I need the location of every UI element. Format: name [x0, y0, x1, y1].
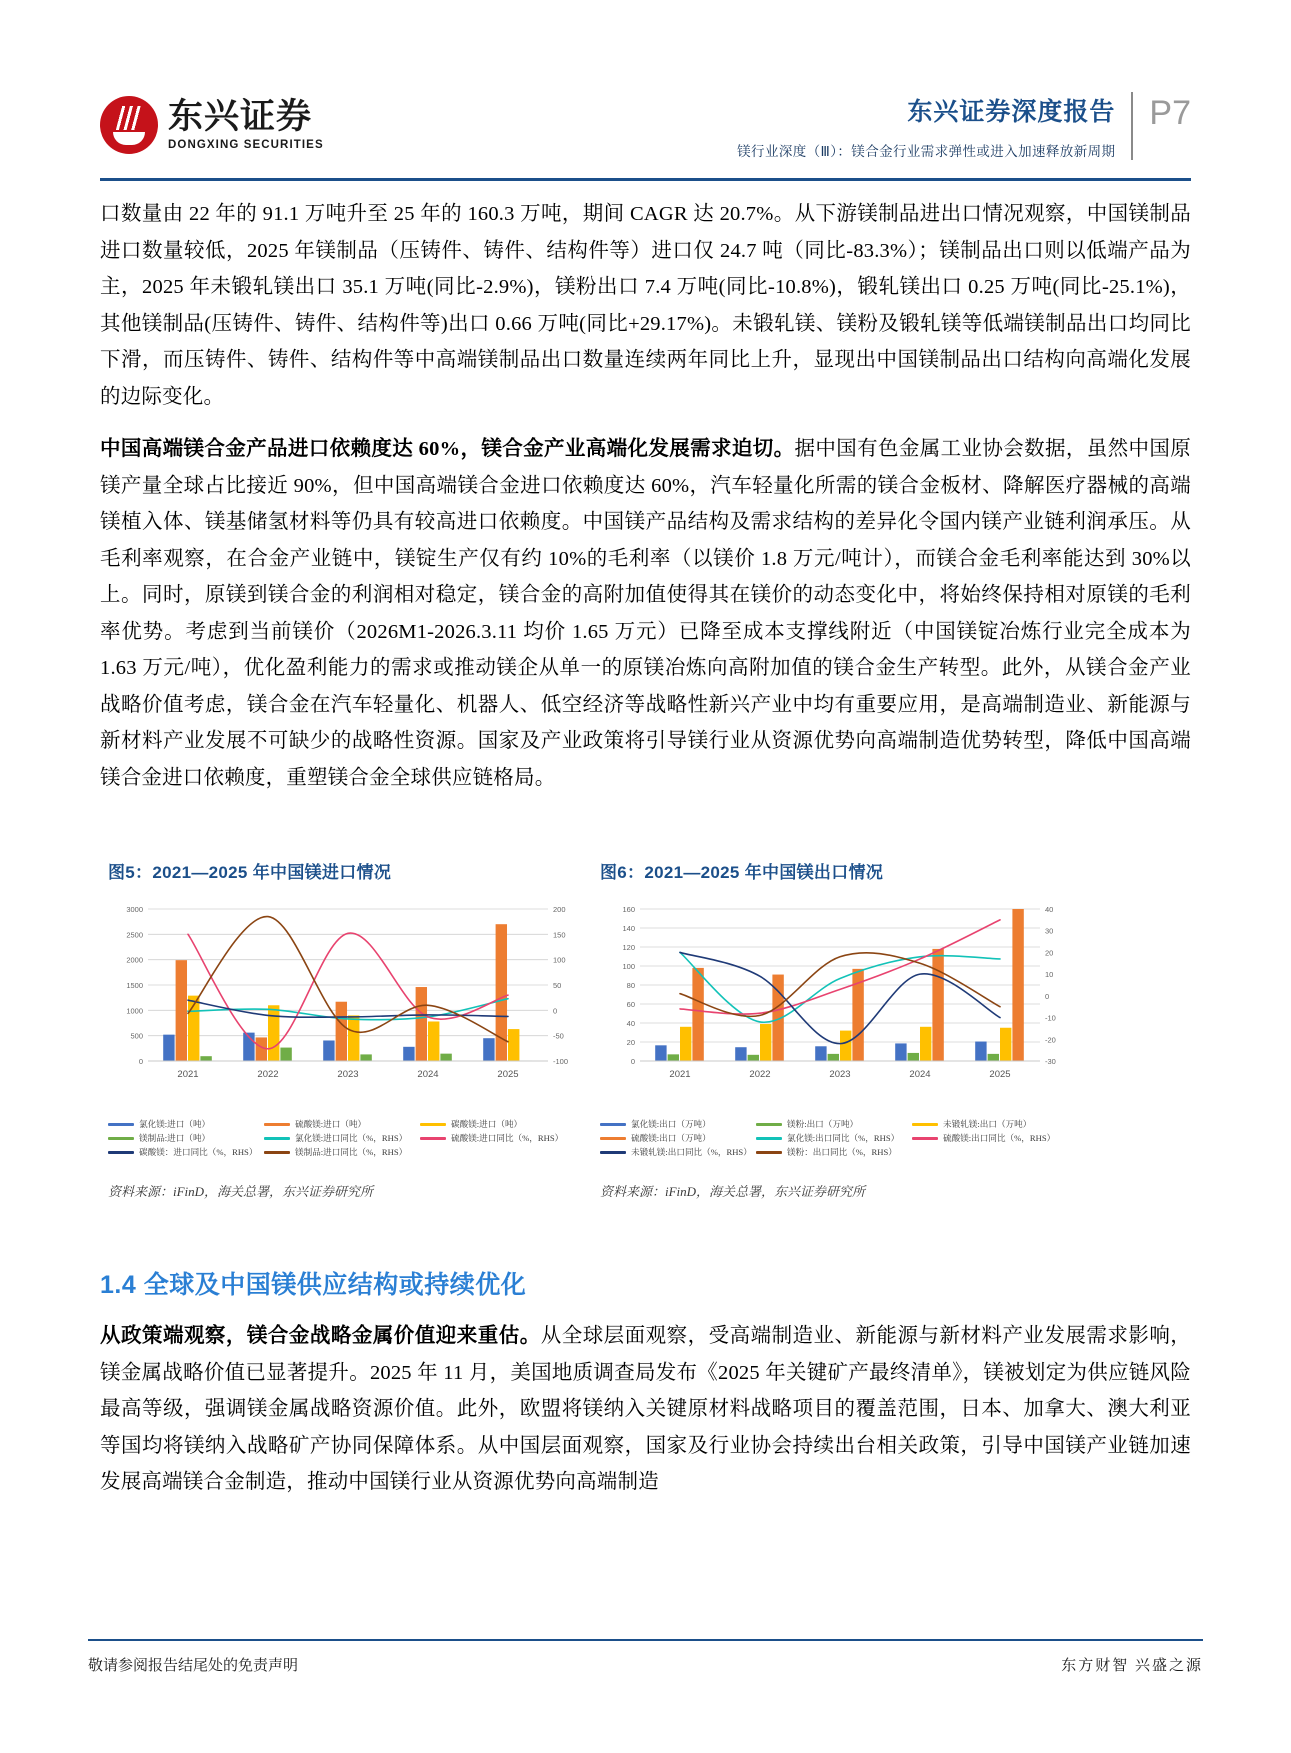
- paragraph-3-body: 从全球层面观察，受高端制造业、新能源与新材料产业发展需求影响，镁金属战略价值已显著提升。2025 年 11 月，美国地质调查局发布《2025 年关键矿产最终清单》，镁被划定为供应链风险最高等级，强调镁金属战略资源价值。此外，欧盟将镁纳入关键原材料战略项目的覆盖范围，日本、加拿大、澳大利亚等国均将镁纳入战略矿产协同保障体系。从中国层面观察，国家及行业协会持续出台相关政策，引导中国镁产业链加速发展高端镁合金制造，推动中国镁行业从资源优势向高端制造: [100, 1325, 1192, 1493]
- legend-item[interactable]: [912, 1131, 1068, 1145]
- svg-text:2021: 2021: [669, 1069, 691, 1080]
- legend-label: 硫酸镁:进口（吨）: [295, 1119, 367, 1129]
- logo-english-name: DONGXING SECURITIES: [168, 138, 324, 151]
- legend-row: [108, 1131, 578, 1145]
- svg-text:150: 150: [553, 930, 566, 940]
- legend-label: 硫酸镁:出口（万吨）: [631, 1133, 711, 1143]
- legend-item[interactable]: [756, 1117, 912, 1131]
- svg-text:2024: 2024: [417, 1069, 439, 1080]
- figure-6-title: 图6：2021—2025 年中国镁出口情况: [600, 863, 884, 882]
- svg-text:80: 80: [626, 981, 635, 990]
- legend-item[interactable]: [912, 1117, 1068, 1131]
- svg-text:2023: 2023: [337, 1069, 359, 1080]
- svg-text:2025: 2025: [497, 1069, 519, 1080]
- legend-item[interactable]: [600, 1117, 756, 1131]
- figure-5-legend: [108, 1117, 578, 1159]
- legend-row: [108, 1117, 578, 1131]
- figure-row: [100, 858, 1191, 1218]
- legend-label: 镁制品:进口同比（%，RHS）: [295, 1147, 408, 1157]
- svg-text:40: 40: [626, 1019, 635, 1028]
- dongxing-logo-icon: [100, 96, 158, 154]
- main-content: [100, 196, 1191, 812]
- svg-text:500: 500: [130, 1031, 143, 1041]
- footer-disclaimer: 敬请参阅报告结尾处的免责声明: [88, 1658, 299, 1674]
- legend-label: 镁粉:出口（万吨）: [787, 1119, 859, 1129]
- page-footer: [88, 1654, 1203, 1675]
- legend-item[interactable]: [108, 1131, 264, 1145]
- svg-text:-30: -30: [1045, 1057, 1056, 1066]
- legend-swatch-icon: [756, 1123, 782, 1126]
- page-header: [0, 0, 1291, 175]
- figure-5-title: 图5：2021—2025 年中国镁进口情况: [108, 863, 392, 882]
- section-heading-1-4: 1.4 全球及中国镁供应结构或持续优化: [100, 1271, 527, 1299]
- svg-text:0: 0: [138, 1057, 143, 1066]
- legend-label: 硫酸镁:出口同比（%，RHS）: [943, 1133, 1056, 1143]
- paragraph-2-body: 据中国有色金属工业协会数据，虽然中国原镁产量全球占比接近 90%，但中国高端镁合金进口依赖度达 60%，汽车轻量化所需的镁合金板材、降解医疗器械的高端镁植入体、镁基储氢材料等仍具有较高进口依赖度。中国镁产品结构及需求结构的差异化令国内镁产业链利润承压。从毛利率观察，在合金产业链中，镁锭生产仅有约 10%的毛利率（以镁价 1.8 万元/吨计），而镁合金毛利率能达到 30%以上。同时，原镁到镁合金的利润相对稳定，镁合金的高附加值使得其在镁价的动态变化中，将始终保持相对原镁的毛利率优势。考虑到当前镁价（2026M1-2026.3.11 均价 1.65 万元）已降至成本支撑线附近（中国镁锭冶炼行业完全成本为 1.63 万元/吨），优化盈利能力的需求或推动镁企从单一的原镁冶炼向高附加值的镁合金生产转型。此外，从镁合金产业战略价值考虑，镁合金在汽车轻量化、机器人、低空经济等战略性新兴产业中均有重要应用，是高端制造业、新能源与新材料产业发展不可缺少的战略性资源。国家及产业政策将引导镁行业从资源优势向高端制造优势转型，降低中国高端镁合金进口依赖度，重塑镁合金全球供应链格局。: [100, 438, 1191, 789]
- paragraph-3: [100, 1318, 1191, 1501]
- figure-6-chart: [600, 901, 1080, 1111]
- svg-text:60: 60: [626, 1000, 635, 1009]
- logo-chinese-name: 东兴证券: [168, 97, 313, 137]
- legend-item[interactable]: [264, 1145, 420, 1159]
- legend-swatch-icon: [756, 1151, 782, 1154]
- legend-item[interactable]: [756, 1145, 912, 1159]
- legend-swatch-icon: [420, 1123, 446, 1126]
- report-title: 东兴证券深度报告: [907, 98, 1116, 126]
- legend-label: 氯化镁:出口同比（%，RHS）: [787, 1133, 900, 1143]
- legend-item[interactable]: [420, 1117, 576, 1131]
- svg-text:50: 50: [553, 981, 562, 990]
- paragraph-1: 口数量由 22 年的 91.1 万吨升至 25 年的 160.3 万吨，期间 CAGR 达 20.7%。从下游镁制品进出口情况观察，中国镁制品进口数量较低，2025 年镁制品（压铸件、铸件、结构件等）进口仅 24.7 吨（同比-83.3%）；镁制品出口则以低端产品为主，2025 年未锻轧镁出口 35.1 万吨(同比-2.9%)，镁粉出口 7.4 万吨(同比-10.8%)，锻轧镁出口 0.25 万吨(同比-25.1%)，其他镁制品(压铸件、铸件、结构件等)出口 0.66 万吨(同比+29.17%)。未锻轧镁、镁粉及锻轧镁等低端镁制品出口均同比下滑，而压铸件、铸件、结构件等中高端镁制品出口数量连续两年同比上升，显现出中国镁制品出口结构向高端化发展的边际变化。: [100, 203, 1191, 408]
- svg-text:-10: -10: [1045, 1013, 1056, 1023]
- svg-text:40: 40: [1045, 905, 1054, 914]
- legend-item[interactable]: [108, 1145, 264, 1159]
- legend-item[interactable]: [264, 1131, 420, 1145]
- svg-text:3000: 3000: [126, 905, 143, 914]
- figure-6-source: 资料来源：iFinD，海关总署，东兴证券研究所: [600, 1184, 866, 1199]
- svg-text:-20: -20: [1045, 1035, 1056, 1045]
- header-divider: [100, 178, 1191, 181]
- svg-text:2021: 2021: [177, 1069, 199, 1080]
- legend-swatch-icon: [108, 1123, 134, 1126]
- legend-swatch-icon: [600, 1137, 626, 1140]
- paragraph-2-lead: 中国高端镁合金产品进口依赖度达 60%，镁合金产业高端化发展需求迫切。: [100, 438, 795, 460]
- legend-label: 镁制品:进口（吨）: [139, 1133, 211, 1143]
- figure-5-chart: [108, 901, 588, 1111]
- legend-row: [600, 1117, 1070, 1131]
- legend-label: 未锻轧镁:出口同比（%，RHS）: [631, 1147, 752, 1157]
- svg-text:30: 30: [1045, 926, 1054, 936]
- svg-text:-50: -50: [553, 1031, 564, 1041]
- legend-label: 氯化镁:进口同比（%，RHS）: [295, 1133, 408, 1143]
- legend-item[interactable]: [756, 1131, 912, 1145]
- figure-5-source: 资料来源：iFinD，海关总署，东兴证券研究所: [108, 1184, 374, 1199]
- svg-text:2022: 2022: [749, 1069, 771, 1080]
- figure-6-legend: [600, 1117, 1070, 1159]
- legend-label: 氯化镁:出口（万吨）: [631, 1119, 711, 1129]
- legend-row: [108, 1145, 578, 1159]
- paragraph-3-lead: 从政策端观察，镁合金战略金属价值迎来重估。: [100, 1325, 541, 1347]
- paragraph-2: [100, 431, 1191, 796]
- legend-row: [600, 1131, 1070, 1145]
- legend-swatch-icon: [108, 1151, 134, 1154]
- legend-swatch-icon: [600, 1151, 626, 1154]
- svg-text:160: 160: [622, 905, 635, 914]
- figure-5: [108, 858, 608, 1200]
- legend-swatch-icon: [420, 1137, 446, 1140]
- svg-text:20: 20: [1045, 948, 1054, 958]
- svg-text:140: 140: [622, 924, 635, 933]
- legend-swatch-icon: [912, 1123, 938, 1126]
- legend-item[interactable]: [108, 1117, 264, 1131]
- figure-5-svg: [108, 901, 588, 1101]
- legend-label: 硫酸镁:进口同比（%，RHS）: [451, 1133, 564, 1143]
- svg-text:100: 100: [622, 962, 635, 971]
- svg-text:0: 0: [1045, 991, 1050, 1001]
- svg-text:120: 120: [622, 943, 635, 952]
- legend-item[interactable]: [420, 1131, 576, 1145]
- legend-swatch-icon: [600, 1123, 626, 1126]
- legend-swatch-icon: [756, 1137, 782, 1140]
- svg-text:0: 0: [630, 1057, 635, 1066]
- svg-text:200: 200: [553, 905, 566, 914]
- company-logo: [100, 96, 324, 154]
- section-content: [100, 1318, 1191, 1517]
- footer-divider: [88, 1639, 1203, 1641]
- svg-text:10: 10: [1045, 970, 1054, 980]
- header-title-block: [737, 92, 1133, 160]
- legend-row: [600, 1145, 1070, 1159]
- report-subtitle: 镁行业深度（Ⅲ）：镁合金行业需求弹性或进入加速释放新周期: [737, 144, 1116, 159]
- legend-swatch-icon: [912, 1137, 938, 1140]
- legend-swatch-icon: [264, 1123, 290, 1126]
- svg-text:2024: 2024: [909, 1069, 931, 1080]
- legend-label: 碳酸镁：进口同比（%，RHS）: [139, 1147, 258, 1157]
- legend-item[interactable]: [600, 1145, 756, 1159]
- legend-item[interactable]: [600, 1131, 756, 1145]
- legend-label: 镁粉：出口同比（%，RHS）: [787, 1147, 897, 1157]
- footer-slogan: 东方财智 兴盛之源: [1061, 1658, 1203, 1674]
- legend-swatch-icon: [108, 1137, 134, 1140]
- legend-label: 碳酸镁:进口（吨）: [451, 1119, 523, 1129]
- svg-text:1000: 1000: [126, 1006, 143, 1016]
- svg-text:2023: 2023: [829, 1069, 851, 1080]
- header-right: [737, 92, 1191, 160]
- svg-text:2500: 2500: [126, 930, 143, 940]
- svg-text:2025: 2025: [989, 1069, 1011, 1080]
- legend-swatch-icon: [264, 1137, 290, 1140]
- svg-text:-100: -100: [553, 1057, 569, 1066]
- svg-text:0: 0: [553, 1006, 558, 1016]
- svg-text:100: 100: [553, 955, 566, 965]
- svg-text:20: 20: [626, 1038, 635, 1047]
- page-number: P7: [1149, 94, 1191, 132]
- legend-swatch-icon: [264, 1151, 290, 1154]
- svg-text:1500: 1500: [126, 981, 143, 990]
- svg-text:2022: 2022: [257, 1069, 279, 1080]
- svg-text:2000: 2000: [126, 955, 143, 965]
- figure-6-svg: [600, 901, 1080, 1101]
- logo-text: [168, 99, 324, 151]
- legend-label: 氯化镁:进口（吨）: [139, 1119, 211, 1129]
- figure-6: [600, 858, 1100, 1200]
- legend-item[interactable]: [264, 1117, 420, 1131]
- legend-label: 未锻轧镁:出口（万吨）: [943, 1119, 1032, 1129]
